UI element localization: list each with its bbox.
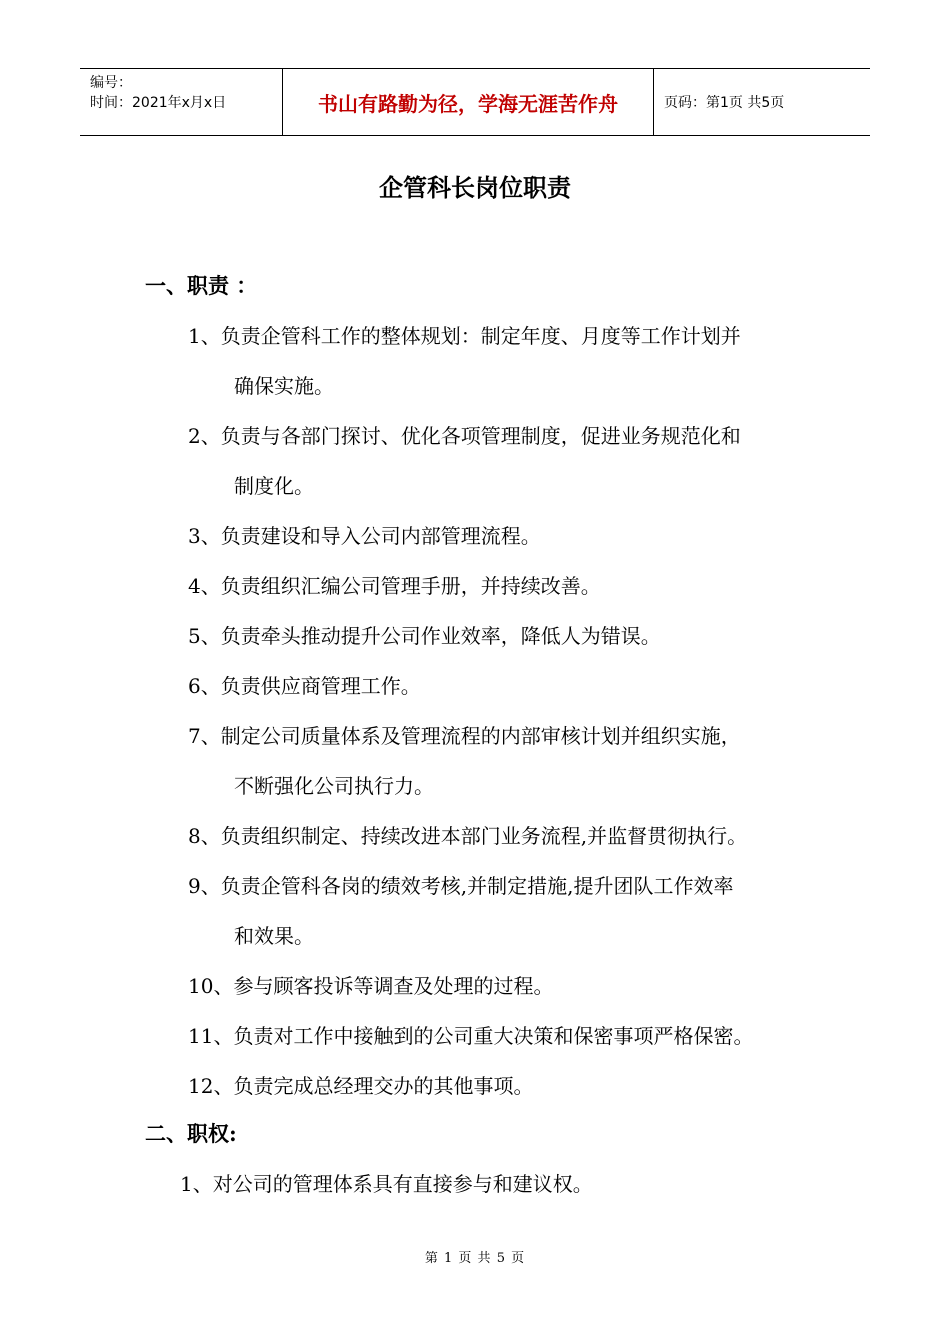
section-heading-duties: 一、职责 ： (145, 273, 258, 298)
code-label: 编号： (90, 75, 132, 91)
duty-item-7-cont: 不断强化公司执行力。 (234, 774, 434, 798)
duty-item-3: 3、负责建设和导入公司内部管理流程。 (188, 524, 541, 548)
page-footer: 第 1 页 共 5 页 (424, 1251, 526, 1266)
duty-item-12: 12、负责完成总经理交办的其他事项。 (188, 1074, 534, 1098)
document-title: 企管科长岗位职责 (379, 173, 571, 202)
duty-item-7: 7、制定公司质量体系及管理流程的内部审核计划并组织实施， (188, 724, 741, 748)
section-heading-authority: 二、职权: (145, 1121, 237, 1146)
authority-item-1: 1、对公司的管理体系具有直接参与和建议权。 (180, 1172, 593, 1196)
duty-item-9: 9、负责企管科各岗的绩效考核,并制定措施,提升团队工作效率 (188, 874, 734, 898)
duty-item-8: 8、负责组织制定、持续改进本部门业务流程,并监督贯彻执行。 (188, 824, 748, 848)
duty-item-11: 11、负责对工作中接触到的公司重大决策和保密事项严格保密。 (188, 1024, 754, 1048)
duty-item-10: 10、参与顾客投诉等调查及处理的过程。 (188, 974, 554, 998)
duty-item-1: 1、负责企管科工作的整体规划：制定年度、月度等工作计划并 (188, 324, 741, 348)
duty-item-2: 2、负责与各部门探讨、优化各项管理制度，促进业务规范化和 (188, 424, 741, 448)
header-meta (80, 69, 282, 135)
duty-item-9-cont: 和效果。 (234, 924, 314, 948)
date-line: 时间：2021年x月x日 (90, 95, 227, 111)
header-table (80, 68, 870, 136)
duty-item-6: 6、负责供应商管理工作。 (188, 674, 421, 698)
header-page-info: 页码：第1页 共5页 (664, 95, 785, 111)
duty-item-1-cont: 确保实施。 (234, 374, 334, 398)
duty-item-2-cont: 制度化。 (234, 474, 314, 498)
header-motto: 书山有路勤为径，学海无涯苦作舟 (282, 69, 654, 135)
duty-item-4: 4、负责组织汇编公司管理手册，并持续改善。 (188, 574, 601, 598)
duty-item-5: 5、负责牵头推动提升公司作业效率，降低人为错误。 (188, 624, 661, 648)
